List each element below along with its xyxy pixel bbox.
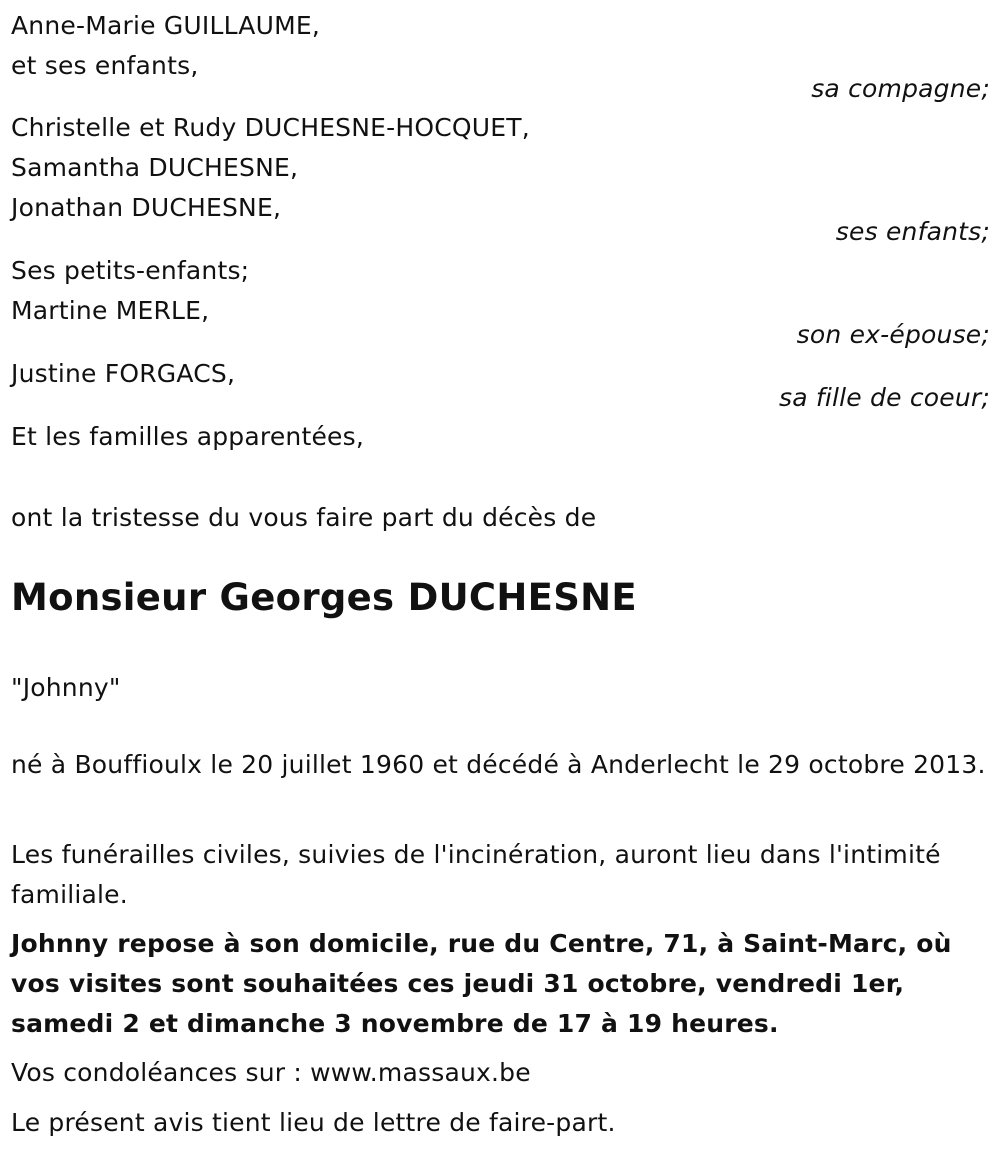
nickname: "Johnny" (11, 673, 121, 702)
child-name: Christelle et Rudy DUCHESNE-HOCQUET, (11, 113, 530, 142)
funeral-details: Les funérailles civiles, suivies de l'incinération, auront lieu dans l'intimité familiale. (11, 840, 941, 909)
announcement-intro: ont la tristesse du vous faire part du décès de (11, 503, 597, 532)
children-role: ses enfants; (835, 217, 990, 246)
notice-statement: Le présent avis tient lieu de lettre de faire-part. (11, 1108, 616, 1137)
visitation-details: Johnny repose à son domicile, rue du Centre, 71, à Saint-Marc, où vos visites sont souhaitées ces jeudi 31 octobre, vendredi 1er, samedi 2 et dimanche 3 novembre de 17 à 19 heures. (11, 929, 952, 1038)
companion-role: sa compagne; (811, 74, 990, 103)
deceased-name: Monsieur Georges DUCHESNE (11, 576, 638, 619)
child-name: Jonathan DUCHESNE, (11, 193, 282, 222)
heart-daughter-name: Justine FORGACS, (11, 359, 236, 388)
grandchildren: Ses petits-enfants; (11, 256, 250, 285)
condolences: Vos condoléances sur : www.massaux.be (11, 1058, 531, 1087)
ex-wife-role: son ex-épouse; (796, 320, 990, 349)
companion-children: et ses enfants, (11, 51, 199, 80)
heart-daughter-role: sa fille de coeur; (778, 383, 990, 412)
ex-wife-name: Martine MERLE, (11, 296, 210, 325)
companion-name: Anne-Marie GUILLAUME, (11, 11, 321, 40)
birth-death-dates: né à Bouffioulx le 20 juillet 1960 et décédé à Anderlecht le 29 octobre 2013. (11, 750, 986, 779)
child-name: Samantha DUCHESNE, (11, 153, 299, 182)
relatives: Et les familles apparentées, (11, 422, 364, 451)
